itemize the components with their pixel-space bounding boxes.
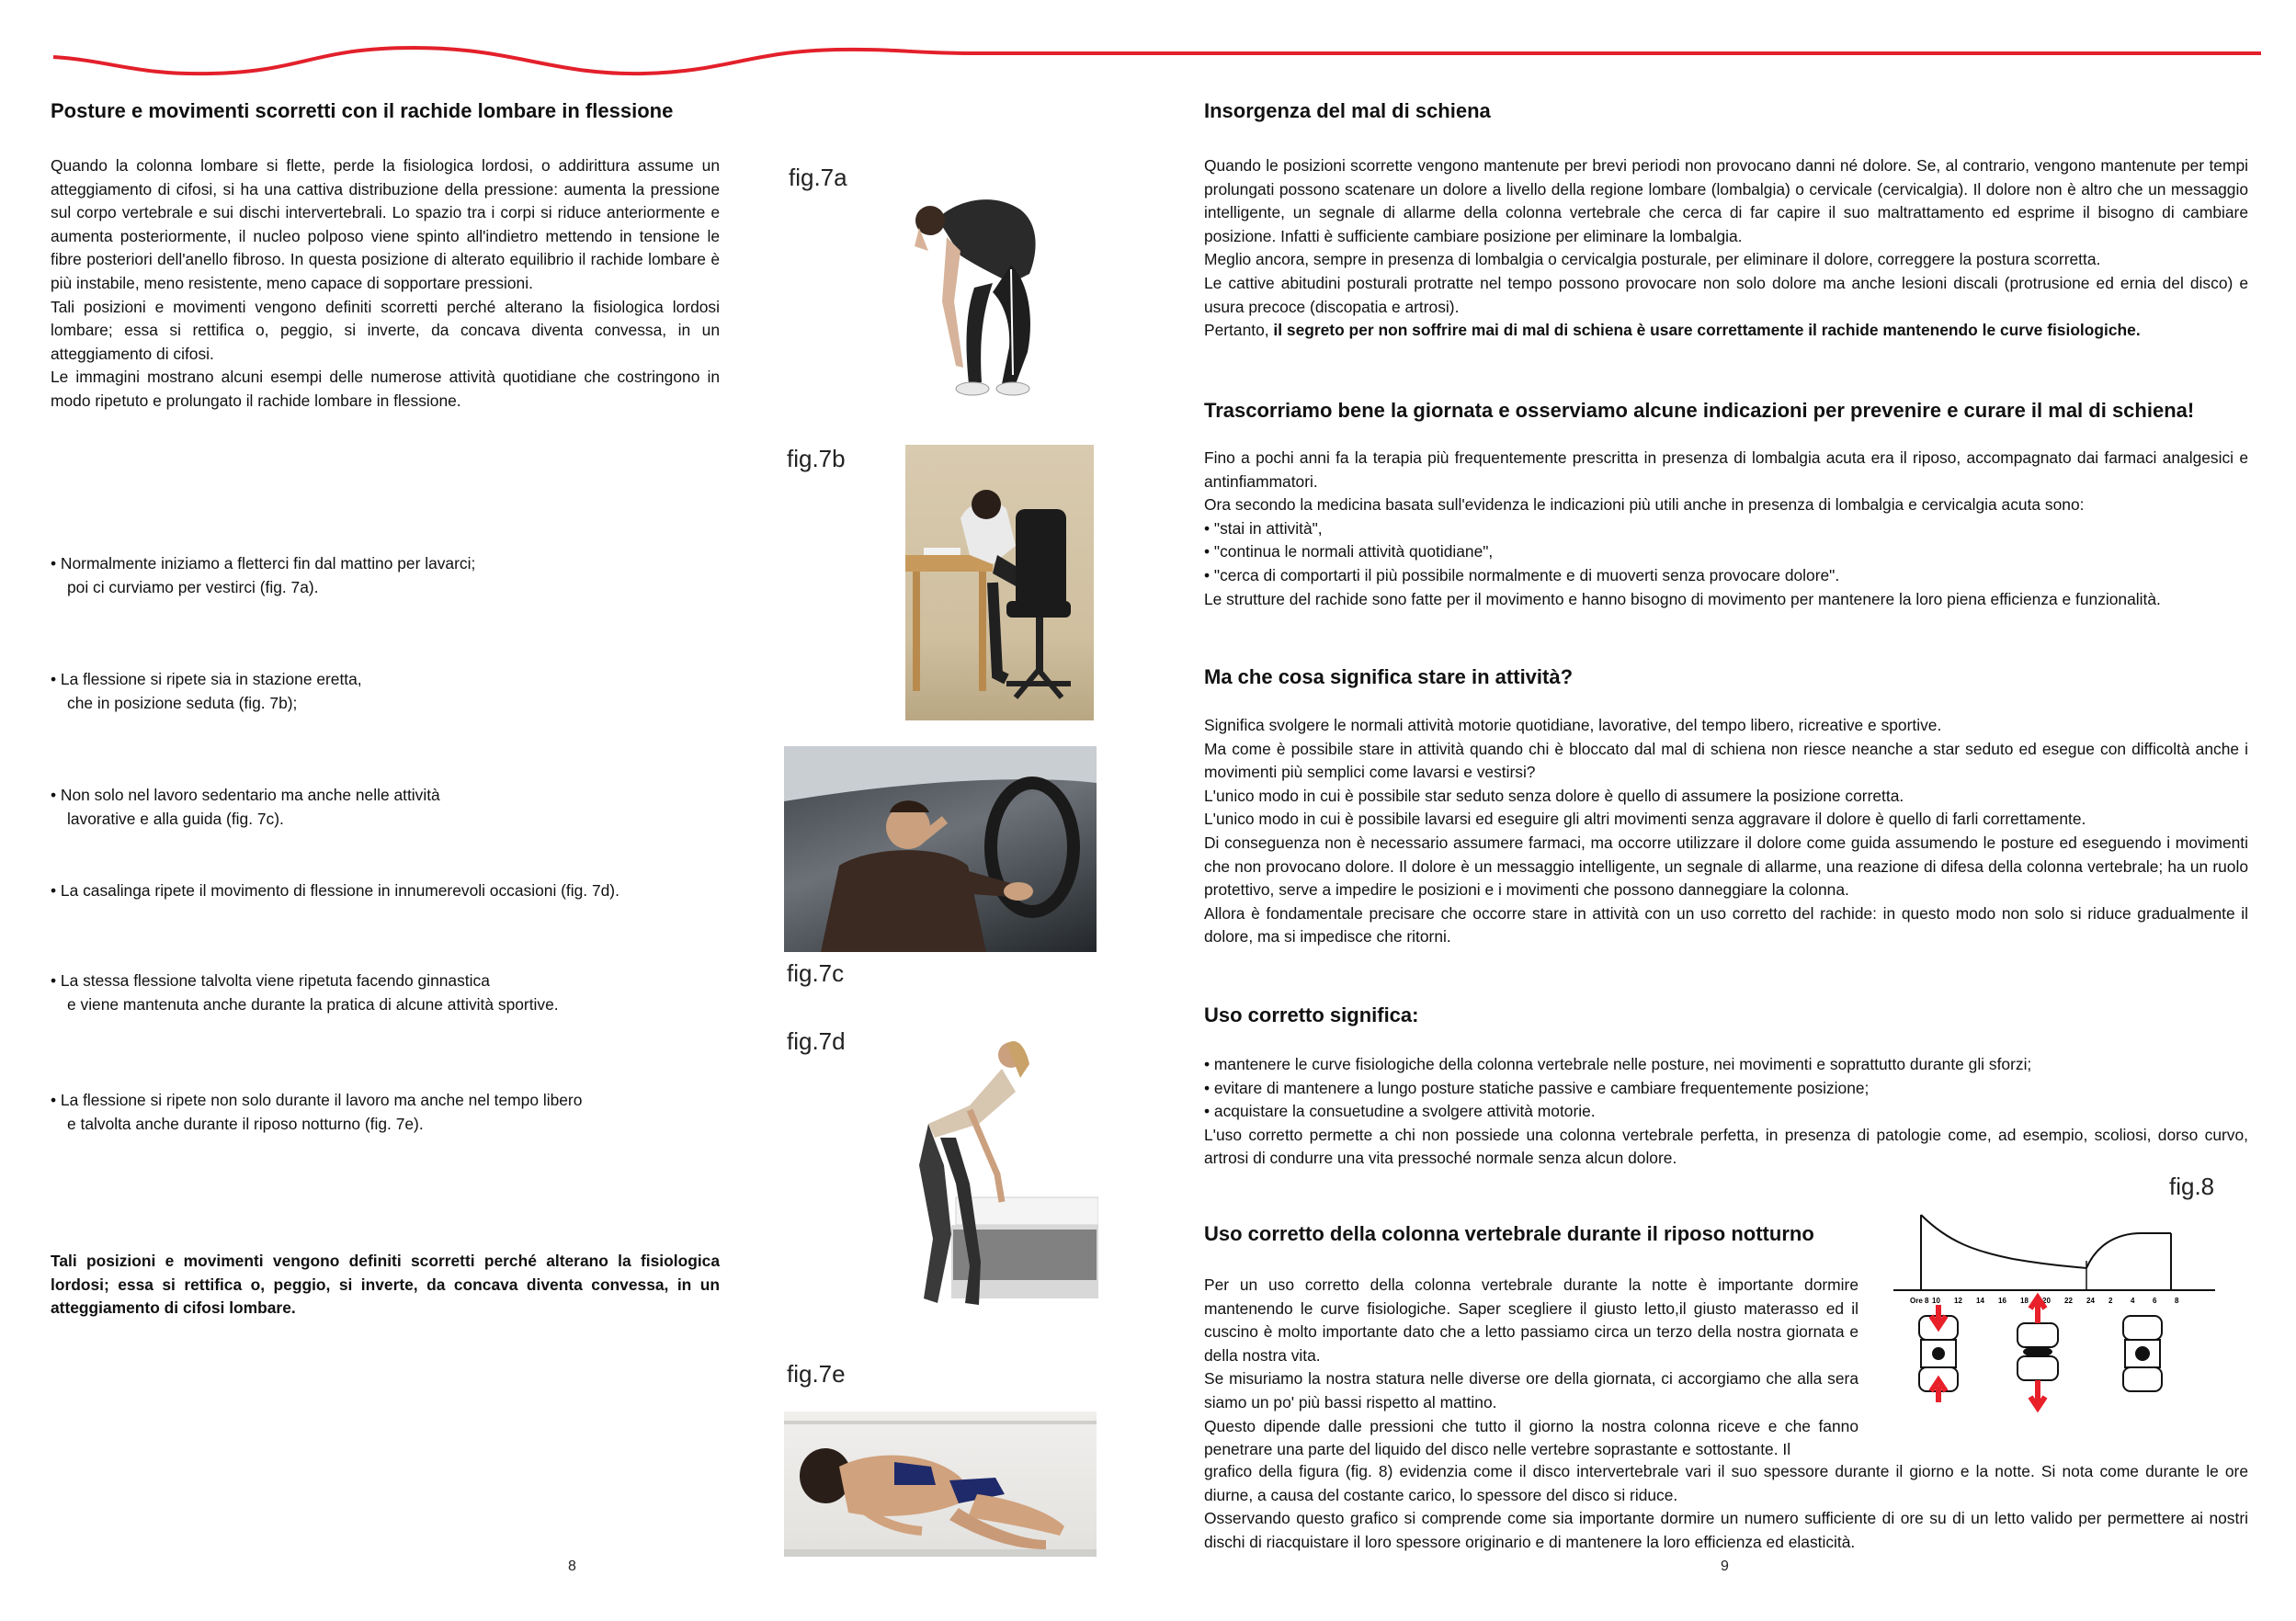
intro-paragraph: Quando la colonna lombare si flette, perde la fisiologica lordosi, o addirittura assume un atteggiamento di cifosi, si ha una cattiva distribuzione della pressione: aumenta la pressione sul corpo vertebrale e sui dischi intervertebrali. Lo spazio tra i corpi si riduce anteriormente e aumenta posteriormente, il nucleo polposo viene spinto all'indietro mettendo in tensione le fibre posteriori dell'anello fibroso. In questa posizione di alterato equilibrio il rachide lombare è più instabile, meno resistente, meno capace di sopportare pressioni. — [51, 156, 720, 292]
bullet-item: • La casalinga ripete il movimento di flessione in innumerevoli occasioni (fig. 7d). — [51, 881, 619, 900]
figure-label-8: fig.8 — [2169, 1173, 2215, 1200]
left-intro-text — [51, 154, 720, 414]
hour-tick-label: Ore 8 — [1910, 1297, 1929, 1305]
hour-tick-label: 10 — [1932, 1297, 1940, 1305]
graph-axes — [1893, 1215, 2215, 1290]
hour-tick-label: 12 — [1954, 1297, 1962, 1305]
right-section-title-4: Uso corretto significa: — [1204, 1003, 1419, 1026]
bullet-item: • Non solo nel lavoro sedentario ma anche nelle attività lavorative e alla guida (fig. 7c). — [51, 786, 440, 828]
figure-label-7b: fig.7b — [787, 445, 846, 472]
right-section-title-2: Trascorriamo bene la giornata e osserviamo alcune indicazioni per prevenire e curare il mal di schiena! — [1204, 399, 2195, 422]
intro-paragraph: Le immagini mostrano alcuni esempi delle numerose attività quotidiane che costringono in modo ripetuto e prolungato il rachide lombare in flessione. — [51, 368, 720, 410]
figure-7c-photo — [784, 746, 1097, 952]
disc-thickness-curve-night — [2086, 1233, 2171, 1268]
hour-tick-label: 6 — [2153, 1297, 2157, 1305]
figure-7d-photo — [869, 1037, 1098, 1314]
intro-paragraph: Tali posizioni e movimenti vengono definiti scorretti perché alterano la fisiologica lordosi lombare; essa si rettifica o, peggio, si inverte, da concava diventa convessa, in un atteggiamento di cifosi. — [51, 297, 720, 363]
hour-tick-label: 24 — [2086, 1297, 2095, 1305]
section-3-text: Significa svolgere le normali attività motorie quotidiane, lavorative, del tempo libero, ricreative e sportive. Ma come è possibile stare in attività quando chi è bloccato dal mal di schiena non riesce neanche a star seduto ed esegue con difficoltà anche i movimenti più semplici come lavarsi e vestirsi? L'unico modo in cui è possibile star seduto senza dolore è quello di assumere la posizione corretta. L'unico modo in cui è possibile lavarsi ed eseguire gli altri movimenti senza aggravare il dolore è quello di farli correttamente. Di conseguenza non è necessario assumere farmaci, ma occorre utilizzare il dolore come guida assumendo le posture ed eseguendo i movimenti che non provocano dolore. Il dolore è un messaggio intelligente, un segnale di allarme, una reazione di difesa della colonna vertebrale; ha un ruolo protettivo, serve a impedire le posizioni e i movimenti che possono danneggiare la colonna. Allora è fondamentale precisare che occorre stare in attività con un uso corretto del rachide: in questo modo non solo si riduce gradualmente il dolore, ma si impedisce che ritorni. — [1204, 716, 2248, 947]
disc-thickness-curve-day — [1921, 1215, 2086, 1268]
figure-label-7e: fig.7e — [787, 1360, 846, 1388]
bullet-item: • La stessa flessione talvolta viene ripetuta facendo ginnastica e viene mantenuta anche durante la pratica di alcune attività sportive. — [51, 971, 559, 1014]
bullet-item: • La flessione si ripete non solo durante il lavoro ma anche nel tempo libero e talvolta anche durante il riposo notturno (fig. 7e). — [51, 1091, 583, 1133]
bullet-item: • Normalmente iniziamo a fletterci fin dal mattino per lavarci; poi ci curviamo per vestirci (fig. 7a). — [51, 554, 476, 596]
hour-tick-label: 2 — [2108, 1297, 2113, 1305]
section-2-text: Fino a pochi anni fa la terapia più frequentemente prescritta in presenza di lombalgia acuta era il riposo, accompagnato dai farmaci analgesici e antinfiammatori. Ora secondo la medicina basata sull'evidenza le indicazioni più utili anche in presenza di lombalgia e cervicalgia acuta sono: • "stai in attività", • "continua le normali attività quotidiane", • "cerca di comportarti il più possibile normalmente e di muoverti senza provocare dolore". Le strutture del rachide sono fatte per il movimento e hanno bisogno di movimento per mantenere la loro piena efficienza e funzionalità. — [1204, 448, 2248, 608]
bullet-item: • La flessione si ripete sia in stazione eretta, che in posizione seduta (fig. 7b); — [51, 670, 362, 712]
hour-tick-label: 4 — [2131, 1297, 2135, 1305]
figure-label-7c: fig.7c — [787, 959, 845, 987]
vertebra-middle — [2018, 1298, 2058, 1408]
right-section-title-5: Uso corretto della colonna vertebrale durante il riposo notturno — [1204, 1222, 1814, 1245]
figure-7a-photo — [873, 164, 1080, 407]
section-5-text-wide: grafico della figura (fig. 8) evidenzia come il disco intervertebrale vari il suo spessore durante il giorno e la notte. Si nota come durante le ore diurne, a causa del costante carico, lo spessore del disco si riduce. Osservando questo grafico si comprende come sia importante dormire un numero sufficiente di ore su di un letto valido per permettere ai nostri dischi di riacquistare il loro spessore originario e di mantenere la loro efficienza ed elasticità. — [1204, 1462, 2248, 1551]
hour-tick-label: 14 — [1976, 1297, 1984, 1305]
hour-tick-label: 18 — [2020, 1297, 2029, 1305]
right-section-title-3: Ma che cosa significa stare in attività? — [1204, 665, 1574, 688]
page-number-left: 8 — [568, 1559, 576, 1574]
section-1-text: Quando le posizioni scorrette vengono mantenute per brevi periodi non provocano danni né dolore. Se, al contrario, vengono mantenute per tempi prolungati possono scatenare un dolore a livello della regione lombare (lombalgia) o cervicale (cervicalgia). Il dolore non è altro che un messaggio intelligente, un segnale di allarme della colonna vertebrale che cerca di far capire il suo maltrattamento ed esprime il bisogno di cambiare posizione. Infatti è sufficiente cambiare posizione per eliminare la lombalgia. Meglio ancora, sempre in presenza di lombalgia o cervicalgia posturale, per eliminare il dolore, correggere la postura scorretta. Le cattive abitudini posturali protratte nel tempo possono provocare non solo dolore ma anche lesioni discali (protrusione ed ernia del disco) e usura precoce (discopatia e artrosi). Pertanto, il segreto per non soffrire mai di mal di schiena è usare correttamente il rachide mantenendo le curve fisiologiche. — [1204, 156, 2248, 340]
vertebra-right — [2123, 1316, 2162, 1391]
figure-7e-photo — [784, 1411, 1097, 1557]
right-section-title-1: Insorgenza del mal di schiena — [1204, 99, 1491, 122]
hour-tick-label: 16 — [1998, 1297, 2006, 1305]
figure-label-7d: fig.7d — [787, 1027, 846, 1055]
section-5-text-narrow: Per un uso corretto della colonna vertebrale durante la notte è importante dormire mantenendo le curve fisiologiche. Saper scegliere il giusto letto,il giusto materasso ed il cuscino è molto importante dato che a letto passiamo circa un terzo della nostra giornata e della nostra vita. Se misuriamo la nostra statura nelle diverse ore della giornata, ci accorgiamo che alla sera siamo un po' più bassi rispetto al mattino. Questo dipende dalle pressioni che tutto il giorno la nostra colonna riceve e che fanno penetrare una parte del liquido del disco nelle vertebre soprastante e sottostante. Il — [1204, 1275, 1858, 1459]
hour-tick-label: 8 — [2175, 1297, 2179, 1305]
section-4-text: • mantenere le curve fisiologiche della colonna vertebrale nelle posture, nei movimenti e soprattutto durante gli sforzi; • evitare di mantenere a lungo posture statiche passive e cambiare frequentemente posizione; • acquistare la consuetudine a svolgere attività motorie. L'uso corretto permette a chi non possiede una colonna vertebrale perfetta, in presenza di patologie come, ad esempio, scoliosi, dorso curvo, artrosi di condurre una vita pressoché normale senza alcun dolore. — [1204, 1055, 2248, 1168]
hour-tick-label: 22 — [2064, 1297, 2073, 1305]
figure-label-7a: fig.7a — [789, 164, 847, 191]
left-closing-text: Tali posizioni e movimenti vengono definiti scorretti perché alterano la fisiologica lordosi; essa si rettifica o, peggio, si inverte, da concava diventa convessa, in un atteggiamento di cifosi lombare. — [51, 1252, 720, 1318]
figure-8-graph — [1893, 1206, 2224, 1454]
hour-tick-label: 20 — [2042, 1297, 2051, 1305]
header-wave-line — [0, 0, 2296, 110]
left-section-title: Posture e movimenti scorretti con il rachide lombare in flessione — [51, 99, 674, 122]
figure-7b-photo — [905, 445, 1094, 720]
page-number-right: 9 — [1721, 1559, 1729, 1574]
vertebra-left — [1919, 1305, 1958, 1402]
